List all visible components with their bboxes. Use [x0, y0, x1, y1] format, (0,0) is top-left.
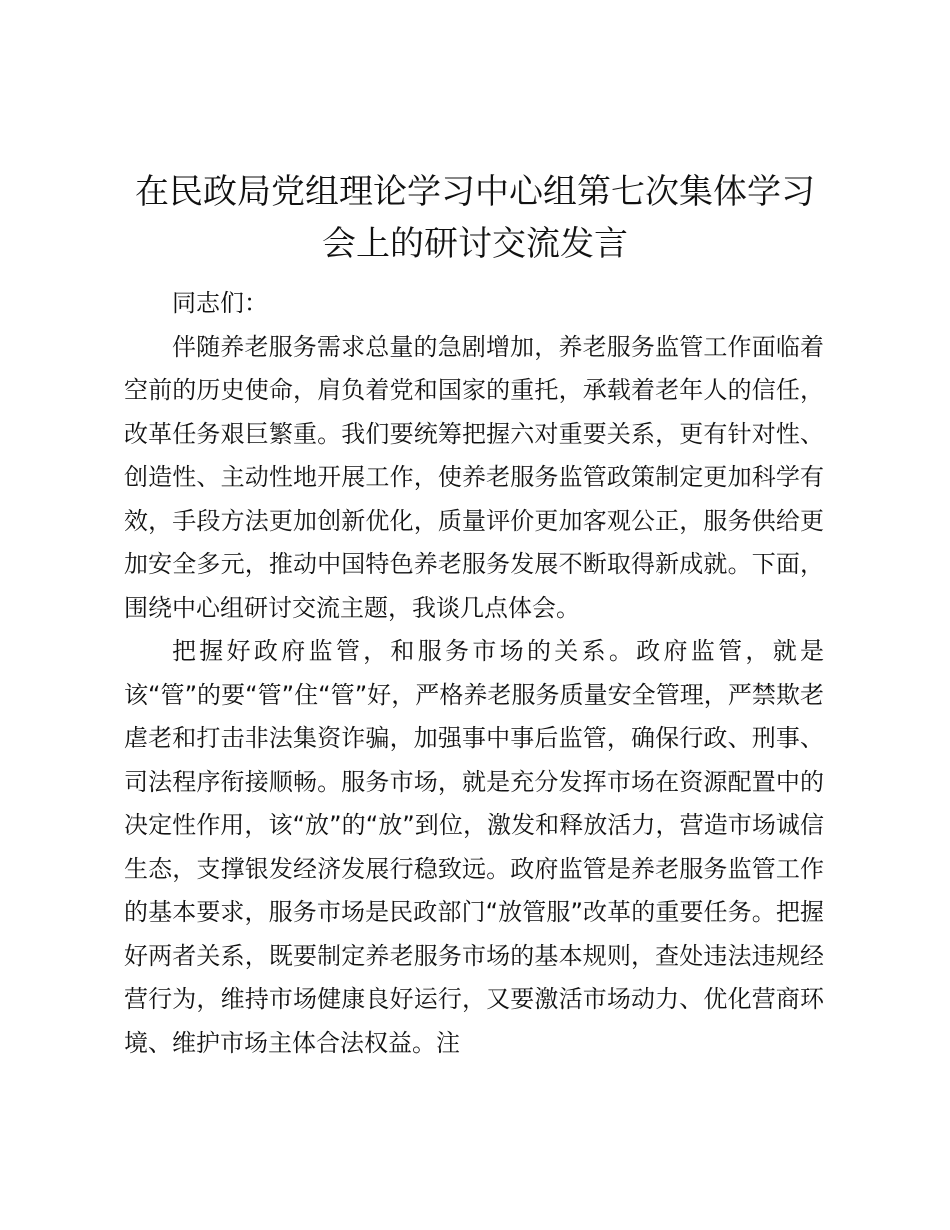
title-line-1: 在民政局党组理论学习中心组第七次集体学习: [135, 172, 815, 212]
document-title: [125, 166, 825, 270]
title-line-2: 会上的研讨交流发言: [322, 224, 628, 264]
paragraph-intro: 伴随养老服务需求总量的急剧增加，养老服务监管工作面临着空前的历史使命，肩负着党和国家的重托，承载着老年人的信任，改革任务艰巨繁重。我们要统筹把握六对重要关系，更有针对性、创造性、主动性地开展工作，使养老服务监管政策制定更加科学有效，手段方法更加创新优化，质量评价更加客观公正，服务供给更加安全多元，推动中国特色养老服务发展不断取得新成就。下面，围绕中心组研讨交流主题，我谈几点体会。: [124, 332, 824, 622]
document-body: [124, 282, 824, 1065]
paragraph-government-market: 把握好政府监管，和服务市场的关系。政府监管，就是该“管”的要“管”住“管”好，严格养老服务质量安全管理，严禁欺老虐老和打击非法集资诈骗，加强事中事后监管，确保行政、刑事、司法程序衔接顺畅。服务市场，就是充分发挥市场在资源配置中的决定性作用，该“放”的“放”到位，激发和释放活力，营造市场诚信生态，支撑银发经济发展行稳致远。政府监管是养老服务监管工作的基本要求，服务市场是民政部门“放管服”改革的重要任务。把握好两者关系，既要制定养老服务市场的基本规则，查处违法违规经营行为，维持市场健康良好运行，又要激活市场动力、优化营商环境、维护市场主体合法权益。注: [124, 637, 824, 1057]
salutation: 同志们：: [172, 289, 268, 317]
